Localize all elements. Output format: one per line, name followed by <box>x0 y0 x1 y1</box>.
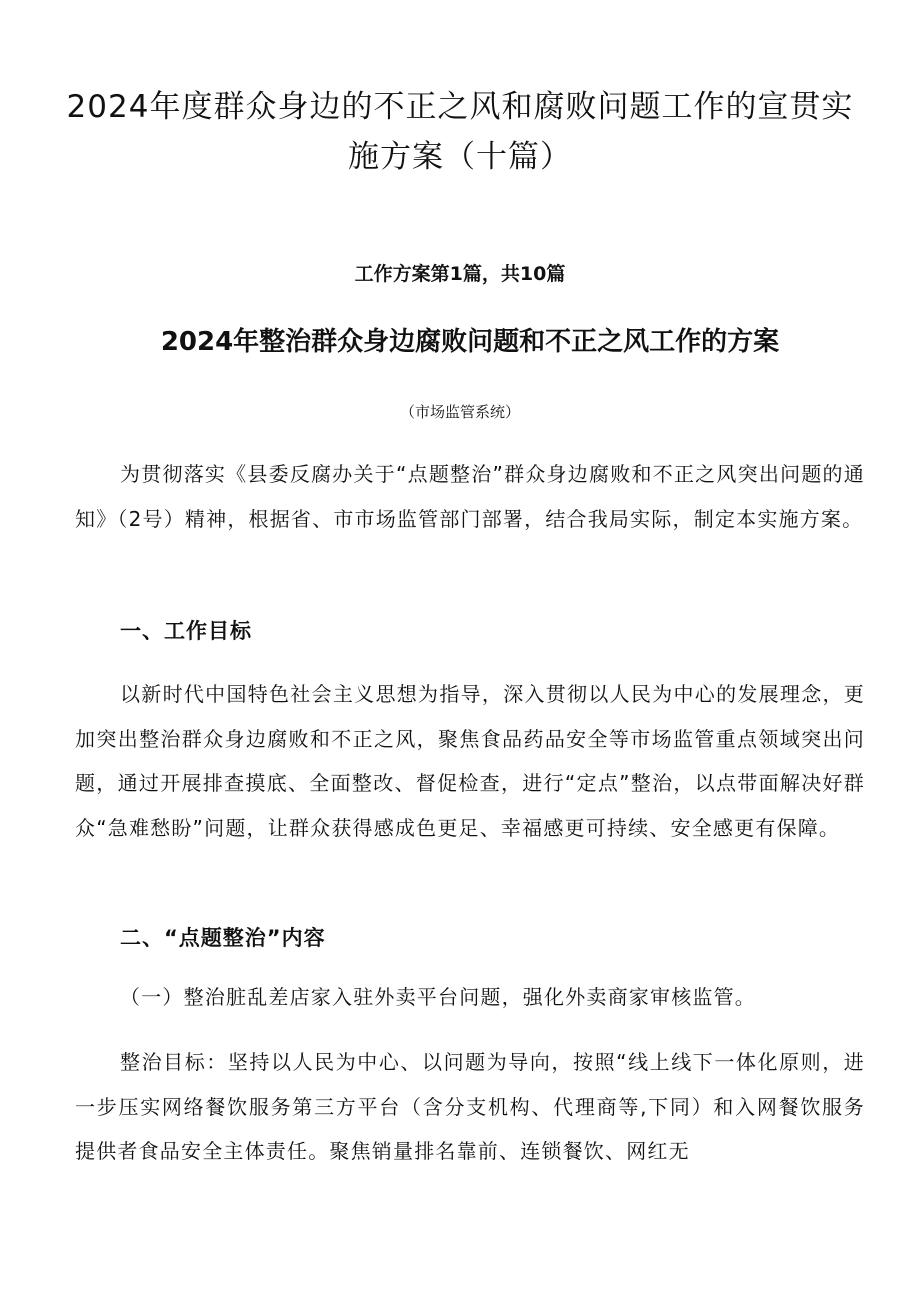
target-paragraph: 整治目标：坚持以人民为中心、以问题为导向，按照“线上线下一体化原则，进一步压实网络餐饮服务第三方平台（含分支机构、代理商等,下同）和入网餐饮服务提供者食品安全主体责任。聚焦销量排名靠前、连锁餐饮、网红无 <box>75 1050 865 1163</box>
heading-work-goals: 一、工作目标 <box>120 619 252 643</box>
section-title: 2024年整治群众身边腐败问题和不正之风工作的方案 <box>160 327 780 357</box>
part-label: 工作方案第1篇，共10篇 <box>354 263 566 285</box>
section-subtitle: （市场监管系统） <box>399 403 520 421</box>
heading-rectification-content: 二、“点题整治”内容 <box>120 926 326 950</box>
goal-paragraph: 以新时代中国特色社会主义思想为指导，深入贯彻以人民为中心的发展理念，更加突出整治群众身边腐败和不正之风，聚焦食品药品安全等市场监管重点领域突出问题，通过开展排查摸底、全面整改、督促检查，进行“定点”整治，以点带面解决好群众“急难愁盼”问题，让群众获得感成色更足、幸福感更可持续、安全感更有保障。 <box>75 682 865 840</box>
intro-paragraph: 为贯彻落实《县委反腐办关于“点题整治”群众身边腐败和不正之风突出问题的通知》（2号）精神，根据省、市市场监管部门部署，结合我局实际，制定本实施方案。 <box>75 462 865 531</box>
document-title: 2024年度群众身边的不正之风和腐败问题工作的宣贯实施方案（十篇） <box>66 89 854 175</box>
sub-heading-takeaway-platform: （一）整治脏乱差店家入驻外卖平台问题，强化外卖商家审核监管。 <box>120 985 756 1009</box>
